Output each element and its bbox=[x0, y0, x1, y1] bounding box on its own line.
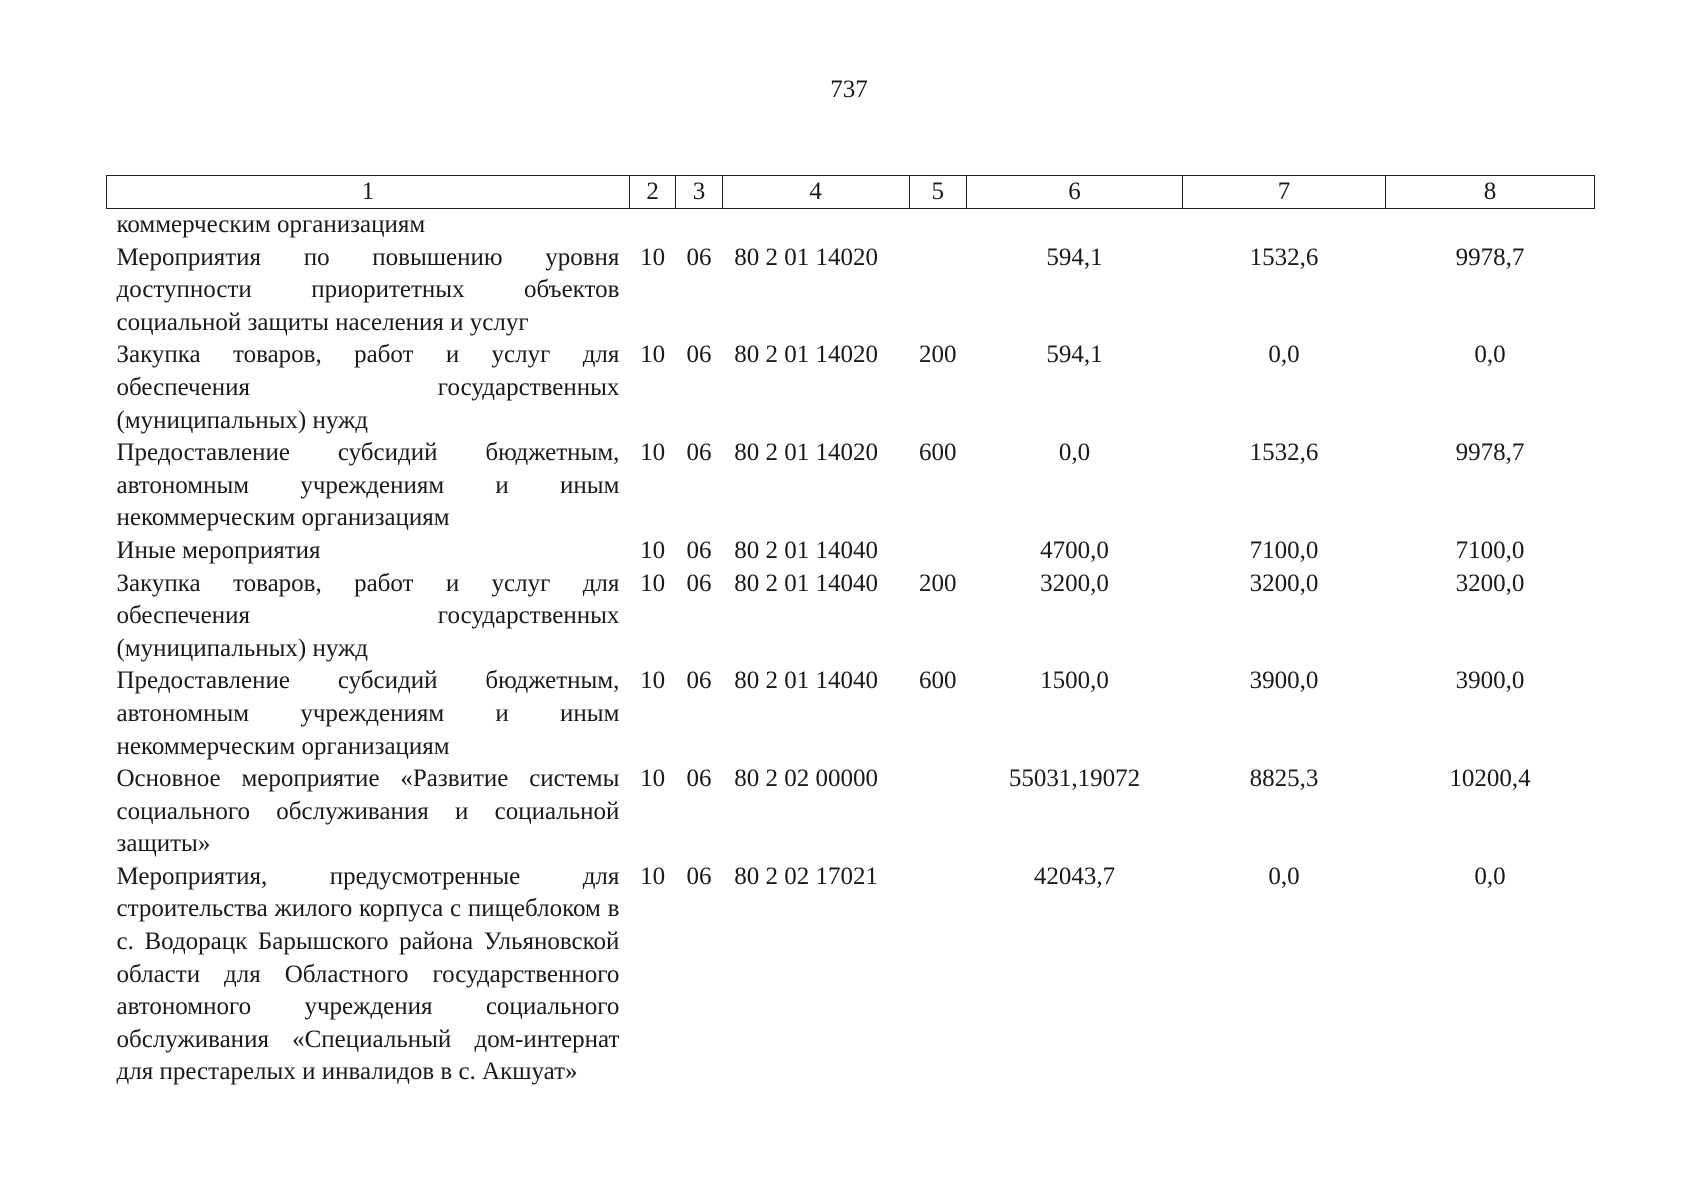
column-header: 2 bbox=[629, 176, 675, 209]
row-amount-col8: 9978,7 bbox=[1455, 439, 1525, 467]
row-amount-col6: 594,1 bbox=[1046, 341, 1103, 369]
row-name: Иные мероприятия bbox=[116, 536, 321, 564]
row-amount-col6: 0,0 bbox=[1058, 439, 1091, 467]
row-section: 10 bbox=[640, 569, 666, 597]
row-name: Закупка товаров, работ и услуг для обеспечения государственных (муниципальных) нужд bbox=[116, 341, 620, 434]
row-amount-col6: 42043,7 bbox=[1033, 862, 1116, 890]
row-section: 10 bbox=[640, 765, 666, 793]
row-target-code: 80 2 01 14040 bbox=[734, 569, 878, 597]
row-target-code bbox=[722, 209, 909, 242]
row-section: 10 bbox=[640, 536, 666, 564]
row-name: Основное мероприятие «Развитие системы социального обслуживания и социальной защиты» bbox=[116, 765, 620, 858]
table-row bbox=[107, 665, 1595, 763]
row-amount-col6 bbox=[967, 209, 1183, 242]
row-amount-col6: 1500,0 bbox=[1040, 667, 1109, 695]
row-expense-type: 200 bbox=[919, 341, 957, 369]
table-row bbox=[107, 861, 1595, 1089]
row-amount-col8: 0,0 bbox=[1474, 862, 1506, 890]
row-subsection: 06 bbox=[686, 667, 712, 695]
row-subsection: 06 bbox=[686, 439, 712, 467]
row-expense-type bbox=[909, 209, 967, 242]
page-number: 737 bbox=[830, 76, 868, 103]
row-subsection: 06 bbox=[686, 862, 712, 890]
row-expense-type: 600 bbox=[919, 667, 957, 695]
column-header: 6 bbox=[967, 176, 1183, 209]
row-expense-type bbox=[909, 242, 967, 340]
row-section: 10 bbox=[640, 439, 666, 467]
row-subsection: 06 bbox=[686, 536, 712, 564]
row-target-code: 80 2 01 14020 bbox=[734, 439, 878, 467]
row-section: 10 bbox=[640, 243, 666, 271]
row-subsection: 06 bbox=[686, 243, 712, 271]
row-subsection bbox=[676, 209, 722, 242]
row-subsection: 06 bbox=[686, 569, 712, 597]
row-expense-type bbox=[909, 861, 967, 1089]
table-row bbox=[107, 763, 1595, 861]
row-amount-col6: 594,1 bbox=[1046, 243, 1103, 271]
row-target-code: 80 2 01 14020 bbox=[734, 341, 878, 369]
row-section: 10 bbox=[640, 862, 666, 890]
row-amount-col8: 10200,4 bbox=[1449, 765, 1531, 793]
row-name: Мероприятия по повышению уровня доступности приоритетных объектов социальной защиты населения и услуг bbox=[116, 243, 620, 336]
column-header: 1 bbox=[107, 176, 630, 209]
row-target-code: 80 2 02 17021 bbox=[734, 862, 878, 890]
row-name: Закупка товаров, работ и услуг для обеспечения государственных (муниципальных) нужд bbox=[116, 569, 620, 662]
row-subsection: 06 bbox=[686, 765, 712, 793]
row-name: Мероприятия, предусмотренные для строительства жилого корпуса с пищеблоком в с. Водорацк Барышского района Ульяновской области для Областного государственного автономного учреждения социального обслуживания «Специальный дом-интернат для престарелых и инвалидов в с. Акшуат» bbox=[116, 862, 620, 1086]
row-amount-col7: 7100,0 bbox=[1249, 536, 1319, 564]
row-target-code: 80 2 01 14020 bbox=[734, 243, 878, 271]
row-name: коммерческим организациям bbox=[116, 211, 426, 238]
row-amount-col8: 3900,0 bbox=[1455, 667, 1525, 695]
row-amount-col8 bbox=[1385, 209, 1594, 242]
row-expense-type: 600 bbox=[919, 439, 957, 467]
row-amount-col6: 4700,0 bbox=[1040, 536, 1109, 564]
row-subsection: 06 bbox=[686, 341, 712, 369]
row-target-code: 80 2 01 14040 bbox=[734, 667, 878, 695]
row-section bbox=[629, 209, 675, 242]
row-amount-col7 bbox=[1183, 209, 1386, 242]
row-amount-col8: 3200,0 bbox=[1455, 569, 1525, 597]
budget-table bbox=[106, 175, 1595, 1089]
row-amount-col7: 3200,0 bbox=[1249, 569, 1319, 597]
row-section: 10 bbox=[640, 341, 666, 369]
row-amount-col6: 3200,0 bbox=[1040, 569, 1109, 597]
row-amount-col7: 1532,6 bbox=[1249, 243, 1319, 271]
row-expense-type bbox=[909, 535, 967, 568]
row-amount-col6: 55031,19072 bbox=[1008, 765, 1141, 793]
row-name: Предоставление субсидий бюджетным, автономным учреждениям и иным некоммерческим организациям bbox=[116, 667, 620, 760]
column-number-row bbox=[107, 176, 1595, 209]
column-header: 5 bbox=[909, 176, 967, 209]
row-amount-col7: 0,0 bbox=[1268, 862, 1300, 890]
table-row bbox=[107, 535, 1595, 568]
row-amount-col8: 0,0 bbox=[1474, 341, 1506, 369]
row-target-code: 80 2 02 00000 bbox=[734, 765, 878, 793]
row-amount-col7: 8825,3 bbox=[1249, 765, 1319, 793]
column-header: 8 bbox=[1385, 176, 1594, 209]
row-amount-col7: 1532,6 bbox=[1249, 439, 1319, 467]
row-target-code: 80 2 01 14040 bbox=[734, 536, 878, 564]
row-expense-type: 200 bbox=[919, 569, 957, 597]
row-amount-col8: 9978,7 bbox=[1455, 243, 1525, 271]
table-row bbox=[107, 242, 1595, 340]
column-header: 7 bbox=[1183, 176, 1386, 209]
table-row bbox=[107, 437, 1595, 535]
row-section: 10 bbox=[640, 667, 666, 695]
table-row bbox=[107, 568, 1595, 666]
row-amount-col7: 3900,0 bbox=[1249, 667, 1319, 695]
column-header: 4 bbox=[722, 176, 909, 209]
row-expense-type bbox=[909, 763, 967, 861]
table-row bbox=[107, 339, 1595, 437]
row-amount-col7: 0,0 bbox=[1268, 341, 1300, 369]
row-amount-col8: 7100,0 bbox=[1455, 536, 1525, 564]
table-row bbox=[107, 209, 1595, 242]
column-header: 3 bbox=[676, 176, 722, 209]
row-name: Предоставление субсидий бюджетным, автономным учреждениям и иным некоммерческим организациям bbox=[116, 439, 620, 532]
